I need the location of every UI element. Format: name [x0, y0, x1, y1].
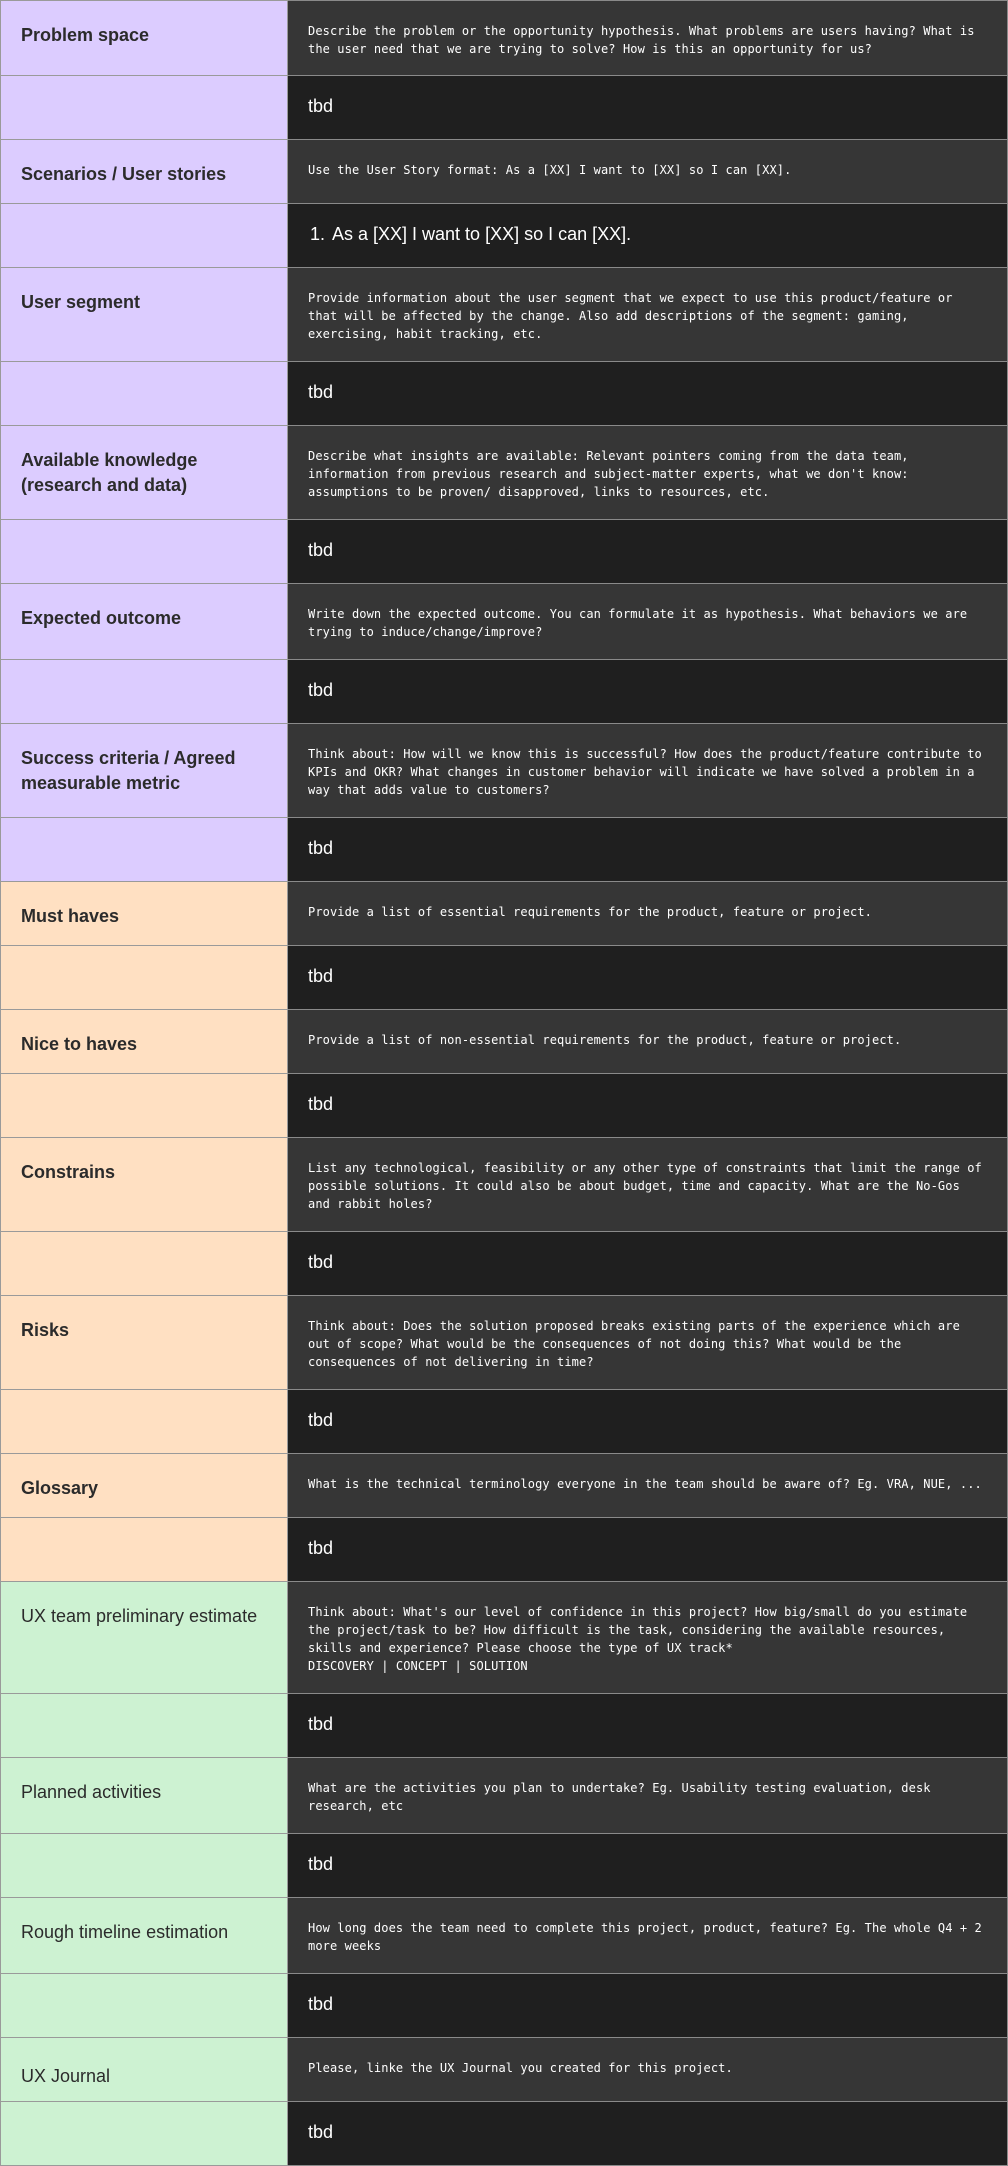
answer-row-expected-outcome	[0, 660, 1008, 724]
section-label-empty	[0, 1834, 288, 1898]
prompt-row-timeline	[0, 1898, 1008, 1974]
prompt-row-available-knowledge	[0, 426, 1008, 520]
section-label: Expected outcome	[0, 584, 288, 660]
prompt-text[interactable]: Think about: Does the solution proposed breaks existing parts of the experience which are out of scope? What would be the consequences of not doing this? What would be the consequences of not delivering in time?	[288, 1296, 1008, 1390]
section-label-empty	[0, 1390, 288, 1454]
section-label-empty	[0, 1974, 288, 2038]
answer-row-problem-space	[0, 76, 1008, 140]
section-label: Risks	[0, 1296, 288, 1390]
prompt-row-expected-outcome	[0, 584, 1008, 660]
list-item[interactable]: 1. As a [XX] I want to [XX] so I can [XX].	[330, 224, 631, 245]
prompt-text[interactable]: What are the activities you plan to undertake? Eg. Usability testing evaluation, desk research, etc	[288, 1758, 1008, 1834]
section-label-empty	[0, 818, 288, 882]
section-label-empty	[0, 1518, 288, 1582]
section-label: Constrains	[0, 1138, 288, 1232]
prompt-row-constrains	[0, 1138, 1008, 1232]
answer-text[interactable]: tbd	[288, 1074, 1008, 1138]
answer-row-scenarios	[0, 204, 1008, 268]
section-label: UX team preliminary estimate	[0, 1582, 288, 1694]
answer-row-timeline	[0, 1974, 1008, 2038]
answer-text[interactable]: tbd	[288, 520, 1008, 584]
section-label-empty	[0, 204, 288, 268]
prompt-row-ux-estimate	[0, 1582, 1008, 1694]
answer-text[interactable]: tbd	[288, 362, 1008, 426]
prompt-text[interactable]: Please, linke the UX Journal you created for this project.	[288, 2038, 1008, 2102]
answer-row-available-knowledge	[0, 520, 1008, 584]
section-label: Rough timeline estimation	[0, 1898, 288, 1974]
answer-text[interactable]: tbd	[288, 1232, 1008, 1296]
section-label-empty	[0, 946, 288, 1010]
prompt-text[interactable]: Use the User Story format: As a [XX] I want to [XX] so I can [XX].	[288, 140, 1008, 204]
answer-text[interactable]: tbd	[288, 1834, 1008, 1898]
answer-text[interactable]: tbd	[288, 1694, 1008, 1758]
prompt-row-must-haves	[0, 882, 1008, 946]
answer-text[interactable]: tbd	[288, 946, 1008, 1010]
section-label: User segment	[0, 268, 288, 362]
prompt-row-planned-activities	[0, 1758, 1008, 1834]
answer-row-risks	[0, 1390, 1008, 1454]
answer-text[interactable]: tbd	[288, 818, 1008, 882]
answer-row-planned-activities	[0, 1834, 1008, 1898]
section-label-empty	[0, 362, 288, 426]
answer-text[interactable]: tbd	[288, 1974, 1008, 2038]
prompt-row-scenarios	[0, 140, 1008, 204]
prompt-row-glossary	[0, 1454, 1008, 1518]
prompt-text[interactable]: Provide a list of essential requirements for the product, feature or project.	[288, 882, 1008, 946]
answer-text[interactable]: tbd	[288, 76, 1008, 140]
answer-list[interactable]	[288, 204, 1008, 268]
section-label-empty	[0, 660, 288, 724]
section-label: Success criteria / Agreed measurable metric	[0, 724, 288, 818]
prompt-text[interactable]: Think about: What's our level of confidence in this project? How big/small do you estimate the project/task to be? How difficult is the task, considering the available resources, skills and experience? Please choose the type of UX track* DISCOVERY | CONCEPT | SOLUTION	[288, 1582, 1008, 1694]
answer-row-glossary	[0, 1518, 1008, 1582]
section-label-empty	[0, 520, 288, 584]
answer-row-ux-estimate	[0, 1694, 1008, 1758]
prompt-text[interactable]: Think about: How will we know this is successful? How does the product/feature contribute to KPIs and OKR? What changes in customer behavior will indicate we have solved a problem in a way that adds value to customers?	[288, 724, 1008, 818]
prompt-text[interactable]: List any technological, feasibility or any other type of constraints that limit the range of possible solutions. It could also be about budget, time and capacity. What are the No-Gos and rabbit holes?	[288, 1138, 1008, 1232]
prompt-text[interactable]: How long does the team need to complete this project, product, feature? Eg. The whole Q4 + 2 more weeks	[288, 1898, 1008, 1974]
answer-text[interactable]: tbd	[288, 1518, 1008, 1582]
answer-row-success-criteria	[0, 818, 1008, 882]
prompt-row-success-criteria	[0, 724, 1008, 818]
section-label-empty	[0, 1694, 288, 1758]
section-label: Available knowledge (research and data)	[0, 426, 288, 520]
section-label-empty	[0, 76, 288, 140]
prompt-text[interactable]: Describe the problem or the opportunity hypothesis. What problems are users having? What is the user need that we are trying to solve? How is this an opportunity for us?	[288, 0, 1008, 76]
section-label: Problem space	[0, 0, 288, 76]
section-label-empty	[0, 1232, 288, 1296]
prompt-row-user-segment	[0, 268, 1008, 362]
prompt-text[interactable]: Describe what insights are available: Relevant pointers coming from the data team, information from previous research and subject-matter experts, what we don't know: assumptions to be proven/ disapproved, links to resources, etc.	[288, 426, 1008, 520]
prompt-text[interactable]: What is the technical terminology everyone in the team should be aware of? Eg. VRA, NUE, ...	[288, 1454, 1008, 1518]
prompt-row-ux-journal	[0, 2038, 1008, 2102]
section-label: Planned activities	[0, 1758, 288, 1834]
answer-row-must-haves	[0, 946, 1008, 1010]
answer-row-constrains	[0, 1232, 1008, 1296]
prompt-row-nice-to-haves	[0, 1010, 1008, 1074]
prompt-row-problem-space	[0, 0, 1008, 76]
section-label-empty	[0, 1074, 288, 1138]
section-label: Must haves	[0, 882, 288, 946]
answer-text[interactable]: tbd	[288, 1390, 1008, 1454]
section-label: Nice to haves	[0, 1010, 288, 1074]
prompt-text[interactable]: Provide information about the user segment that we expect to use this product/feature or that will be affected by the change. Also add descriptions of the segment: gaming, exercising, habit tracking, etc.	[288, 268, 1008, 362]
answer-text[interactable]: tbd	[288, 660, 1008, 724]
answer-text[interactable]: tbd	[288, 2102, 1008, 2166]
section-label-empty	[0, 2102, 288, 2166]
prompt-text[interactable]: Write down the expected outcome. You can formulate it as hypothesis. What behaviors we are trying to induce/change/improve?	[288, 584, 1008, 660]
answer-row-nice-to-haves	[0, 1074, 1008, 1138]
section-label: Glossary	[0, 1454, 288, 1518]
answer-row-ux-journal	[0, 2102, 1008, 2166]
prompt-text[interactable]: Provide a list of non-essential requirements for the product, feature or project.	[288, 1010, 1008, 1074]
prompt-row-risks	[0, 1296, 1008, 1390]
section-label: Scenarios / User stories	[0, 140, 288, 204]
section-label: UX Journal	[0, 2038, 288, 2102]
answer-row-user-segment	[0, 362, 1008, 426]
